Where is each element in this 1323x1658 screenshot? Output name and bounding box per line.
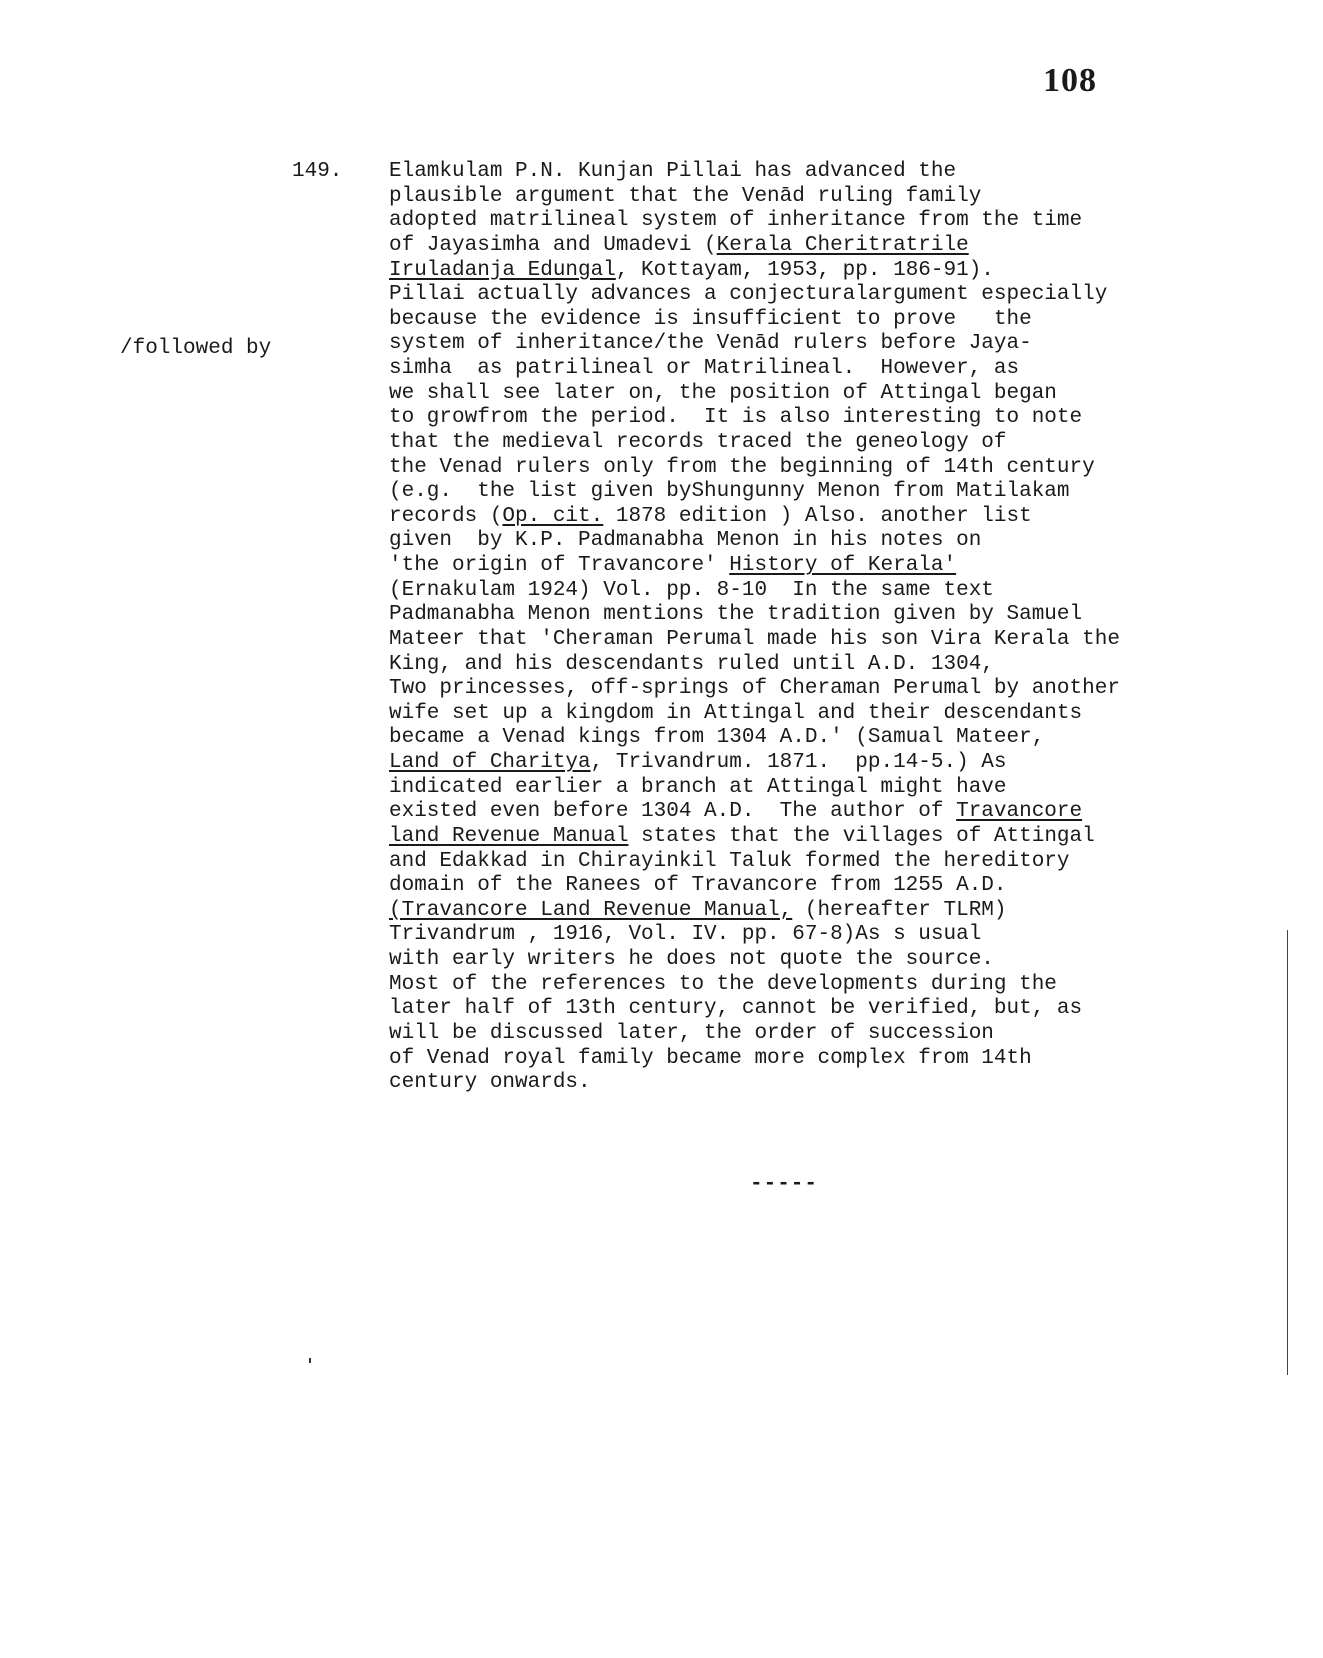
footnote-line xyxy=(389,234,1269,259)
footnote-text: system of inheritance/the Venād rulers before Jaya- xyxy=(389,332,1032,356)
cited-title: Land of Charitya xyxy=(389,751,591,774)
footnote-text: (e.g. the list given byShungunny Menon from Matilakam xyxy=(389,480,1070,504)
footnote-line xyxy=(389,653,1269,678)
footnote-text: we shall see later on, the position of Attingal began xyxy=(389,381,1057,405)
scan-edge-line xyxy=(1287,930,1288,1375)
footnote-line xyxy=(389,948,1269,973)
page-number: 108 xyxy=(1043,62,1097,99)
footnote-line xyxy=(389,480,1269,505)
footnote-line xyxy=(389,702,1269,727)
footnote-text: wife set up a kingdom in Attingal and their descendants xyxy=(389,701,1083,725)
footnote-text: Trivandrum , 1916, Vol. IV. pp. 67-8)As s usual xyxy=(389,923,982,947)
footnote-line xyxy=(389,308,1269,333)
cited-title: Op. cit. xyxy=(502,504,604,528)
footnote-line xyxy=(389,850,1269,875)
footnote-text: Most of the references to the developments during the xyxy=(389,972,1057,996)
footnote-text: century onwards. xyxy=(389,1071,591,1095)
footnote-text: the Venad rulers only from the beginning of 14th century xyxy=(389,455,1095,479)
footnote-line xyxy=(389,382,1269,407)
footnote-line xyxy=(389,259,1269,284)
footnote-text: with early writers he does not quote the source. xyxy=(389,948,994,971)
footnote-text: simha as patrilineal or Matrilineal. However, as xyxy=(389,357,1020,380)
footnote-line xyxy=(389,160,1269,185)
footnote-line xyxy=(389,800,1269,825)
footnote-text: to growfrom the period. It is also interesting to note xyxy=(389,406,1083,430)
footnote-line xyxy=(389,776,1269,801)
footnote-body xyxy=(389,160,1269,1096)
footnote-line xyxy=(389,628,1269,653)
footnote-line xyxy=(389,456,1269,481)
footnote-line xyxy=(389,529,1269,554)
footnote-text: because the evidence is insufficient to prove the xyxy=(389,307,1032,331)
footnote-line xyxy=(389,603,1269,628)
footnote-line xyxy=(389,923,1269,948)
footnote-text: of Venad royal family became more complex from 14th xyxy=(389,1046,1032,1070)
footnote-text: plausible argument that the Venād ruling family xyxy=(389,184,982,208)
footnote-line xyxy=(389,825,1269,850)
footnote-line xyxy=(389,431,1269,456)
cited-title: land Revenue Manual xyxy=(389,824,629,848)
footnote-text: (hereafter TLRM) xyxy=(792,898,1007,922)
footnote-line xyxy=(389,283,1269,308)
footnote-text: became a Venad kings from 1304 A.D.' (Samual Mateer, xyxy=(389,726,1045,750)
footnote-line xyxy=(389,874,1269,899)
footnote-line xyxy=(389,973,1269,998)
footnote-line xyxy=(389,1022,1269,1047)
footnote-line xyxy=(389,1047,1269,1072)
footnote-text: Pillai actually advances a conjecturalargument especially xyxy=(389,283,1108,307)
footnote-text: will be discussed later, the order of succession xyxy=(389,1021,994,1045)
footnote-text: states that the villages of Attingal xyxy=(628,824,1095,848)
footnote-text: given by K.P. Padmanabha Menon in his notes on xyxy=(389,529,982,553)
footnote-line xyxy=(389,554,1269,579)
footnote-text: Mateer that 'Cheraman Perumal made his son Vira Kerala the xyxy=(389,627,1120,651)
cited-title: History of Kerala' xyxy=(729,554,957,577)
footnote-line xyxy=(389,899,1269,924)
footnote-text: existed even before 1304 A.D. The author of xyxy=(389,800,957,824)
footnote-text: adopted matrilineal system of inheritance from the time xyxy=(389,209,1083,233)
footnote-text: records ( xyxy=(389,504,503,528)
footnote-text: and Edakkad in Chirayinkil Taluk formed the hereditory xyxy=(389,849,1070,873)
footnote-line xyxy=(389,997,1269,1022)
footnote-text: 'the origin of Travancore' xyxy=(389,554,730,577)
footnote-line xyxy=(389,185,1269,210)
cited-title: Iruladanja Edungal xyxy=(389,258,616,282)
footnote-text: domain of the Ranees of Travancore from 1255 A.D. xyxy=(389,874,1007,898)
end-of-notes-mark: ----- xyxy=(750,1173,819,1196)
footnote-text: of Jayasimha and Umadevi ( xyxy=(389,233,717,257)
footnote-line xyxy=(389,406,1269,431)
footnote-text: that the medieval records traced the geneology of xyxy=(389,430,1007,454)
footnote-text: , Kottayam, 1953, pp. 186-91). xyxy=(615,258,994,282)
footnote-text: Padmanabha Menon mentions the tradition given by Samuel xyxy=(389,603,1083,627)
footnote-text: Two princesses, off-springs of Cheraman Perumal by another xyxy=(389,677,1120,701)
margin-annotation: /followed by xyxy=(120,337,272,360)
cited-title: Travancore xyxy=(956,800,1083,824)
footnote-text: 1878 edition ) Also. another list xyxy=(603,504,1032,528)
footnote-line xyxy=(389,357,1269,382)
footnote-text: King, and his descendants ruled until A.D. 1304, xyxy=(389,652,994,676)
footnote-line xyxy=(389,332,1269,357)
footnote-text: (Ernakulam 1924) Vol. pp. 8-10 In the same text xyxy=(389,578,994,602)
footnote-line xyxy=(389,505,1269,530)
footnote-line xyxy=(389,677,1269,702)
footnote-text: , Trivandrum. 1871. pp.14-5.) As xyxy=(590,751,1007,774)
footnote-line xyxy=(389,579,1269,604)
footnote-number: 149. xyxy=(292,160,343,183)
scan-speck xyxy=(309,1358,311,1363)
footnote-text: later half of 13th century, cannot be verified, but, as xyxy=(389,997,1083,1021)
footnote-line xyxy=(389,726,1269,751)
footnote-text: Elamkulam P.N. Kunjan Pillai has advanced the xyxy=(389,160,957,183)
cited-title: Kerala Cheritratrile xyxy=(716,233,969,257)
footnote-line xyxy=(389,751,1269,776)
footnote-text: indicated earlier a branch at Attingal might have xyxy=(389,775,1007,799)
footnote-line xyxy=(389,209,1269,234)
cited-title: (Travancore Land Revenue Manual, xyxy=(389,898,793,922)
footnote-line xyxy=(389,1071,1269,1096)
